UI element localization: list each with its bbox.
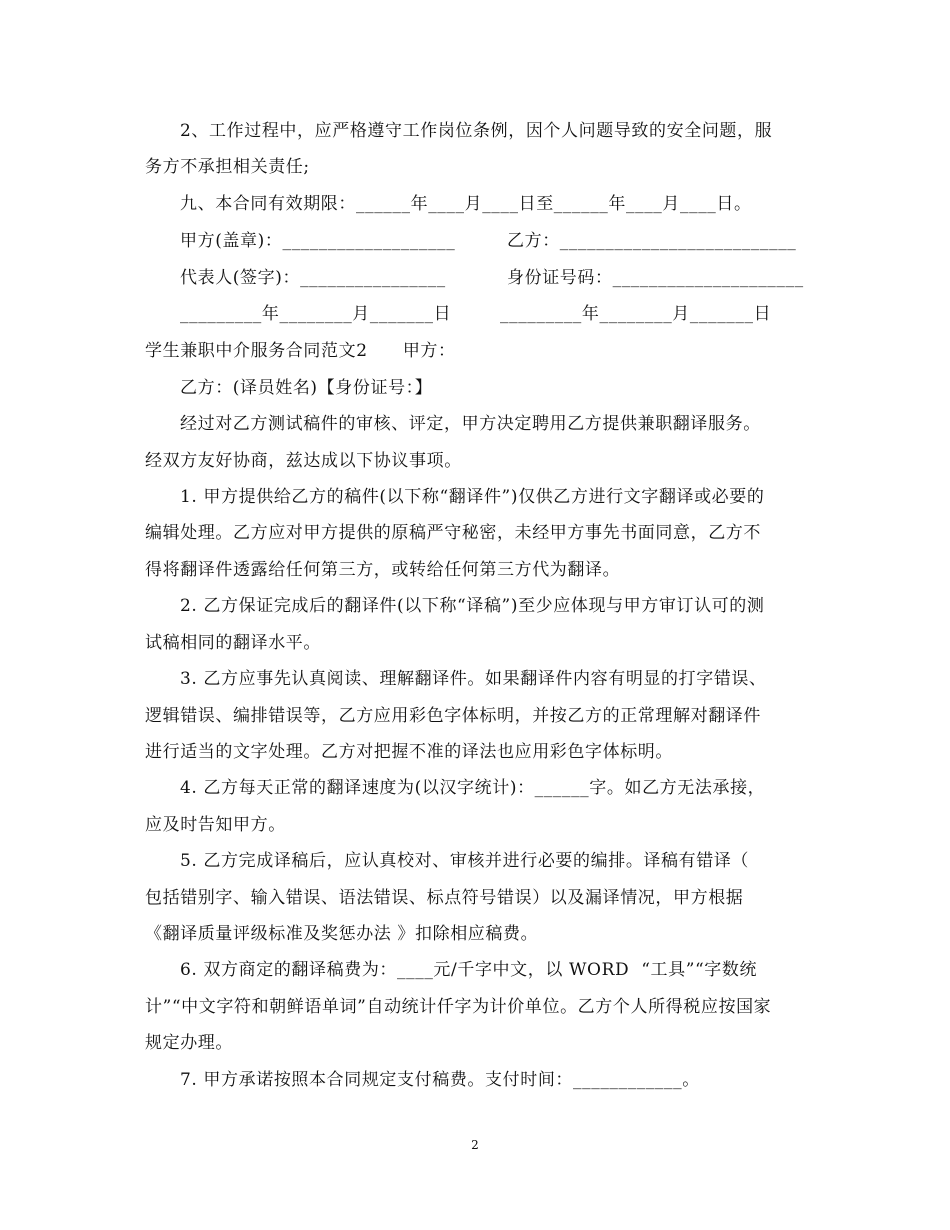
text-line: 应及时告知甲方。 [145,815,286,835]
text-line: 试稿相同的翻译水平。 [145,633,321,653]
text-line: 2、工作过程中，应严格遵守工作岗位条例，因个人问题导致的安全问题，服 [180,121,773,141]
signature-party-b: 乙方：__________________________ [507,231,797,251]
text-line: 九、本合同有效期限：______年____月____日至______年____月____日。 [180,194,752,214]
section-title: 学生兼职中介服务合同范文2 甲方： [145,341,456,361]
signature-party-a: 甲方(盖章)：___________________ [180,231,456,251]
text-line: 5. 乙方完成译稿后，应认真校对、审核并进行必要的编排。译稿有错译（ [180,851,750,871]
text-line: 务方不承担相关责任; [145,157,310,177]
text-line: 包括错别字、输入错误、语法错误、标点符号错误）以及漏译情况，甲方根据 [145,888,744,908]
text-line: 得将翻译件透露给任何第三方，或转给任何第三方代为翻译。 [145,560,621,580]
page-number: 2 [471,1138,479,1152]
signature-representative: 代表人(签字)：________________ [180,268,446,288]
date-line-b: _________年________月_______日 [500,304,772,324]
text-line: 4. 乙方每天正常的翻译速度为(以汉字统计)：______字。如乙方无法承接， [180,778,766,798]
text-line: 规定办理。 [145,1033,233,1053]
text-line: 6. 双方商定的翻译稿费为：____元/千字中文，以 WORD “工具”“字数统 [180,960,758,980]
text-line: 计”“中文字符和朝鲜语单词”自动统计仟字为计价单位。乙方个人所得税应按国家 [145,997,772,1017]
text-line: 经双方友好协商，兹达成以下协议事项。 [145,451,462,471]
text-line: 编辑处理。乙方应对甲方提供的原稿严守秘密，未经甲方事先书面同意，乙方不 [145,523,761,543]
text-line: 3. 乙方应事先认真阅读、理解翻译件。如果翻译件内容有明显的打字错误、 [180,669,767,689]
text-line: 乙方：(译员姓名)【身份证号：】 [180,378,433,398]
text-line: 逻辑错误、编排错误等，乙方应用彩色字体标明，并按乙方的正常理解对翻译件 [145,706,761,726]
id-number-field: 身份证号码：_____________________ [507,268,804,288]
date-line-a: _________年________月_______日 [180,304,452,324]
text-line: 经过对乙方测试稿件的审核、评定，甲方决定聘用乙方提供兼职翻译服务。 [180,414,761,434]
text-line: 1. 甲方提供给乙方的稿件(以下称“翻译件”)仅供乙方进行文字翻译或必要的 [180,487,765,507]
text-line: 《翻译质量评级标准及奖惩办法 》扣除相应稿费。 [145,924,539,944]
text-line: 7. 甲方承诺按照本合同规定支付稿费。支付时间：____________。 [180,1070,700,1090]
text-line: 2. 乙方保证完成后的翻译件(以下称“译稿”)至少应体现与甲方审订认可的测 [180,596,765,616]
text-line: 进行适当的文字处理。乙方对把握不准的译法也应用彩色字体标明。 [145,742,673,762]
